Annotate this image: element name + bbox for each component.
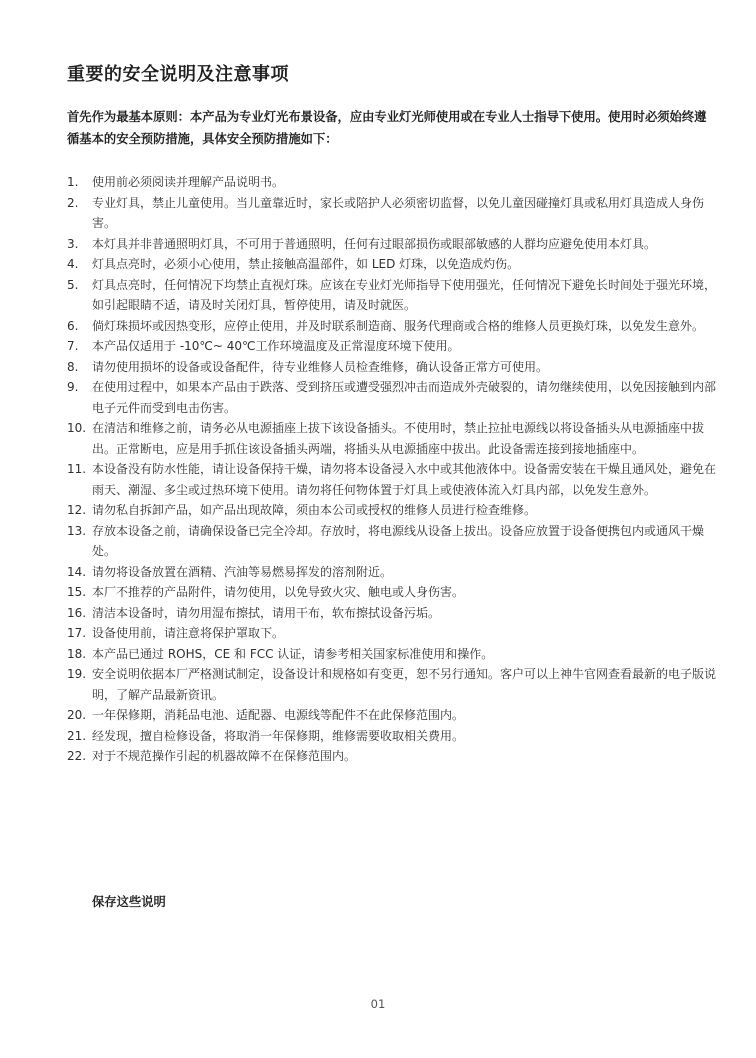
list-item-text: 在使用过程中，如果本产品由于跌落、受到挤压或遭受强烈冲击而造成外壳破裂的，请勿继续使用，以免因接触到内部电子元件而受到电击伤害。 <box>92 380 717 415</box>
list-item-text: 清洁本设备时，请勿用湿布擦拭，请用干布，软布擦拭设备污垢。 <box>92 605 441 620</box>
list-item <box>67 459 717 500</box>
list-item <box>67 254 717 275</box>
list-item-text: 请勿将设备放置在酒精、汽油等易燃易挥发的溶剂附近。 <box>92 564 393 579</box>
list-item-text: 本产品仅适用于 -10℃~ 40℃工作环境温度及正常湿度环境下使用。 <box>92 339 460 353</box>
list-item-text: 使用前必须阅读并理解产品说明书。 <box>92 175 285 189</box>
list-item-text: 倘灯珠损坏或因热变形，应停止使用，并及时联系制造商、服务代理商或合格的维修人员更换灯珠，以免发生意外。 <box>92 318 705 333</box>
page-number: 01 <box>370 997 386 1011</box>
list-item-text: 对于不规范操作引起的机器故障不在保修范围内。 <box>92 749 357 763</box>
list-item-text: 灯具点亮时，必须小心使用，禁止接触高温部件，如 LED 灯珠，以免造成灼伤。 <box>92 257 520 271</box>
list-item <box>67 336 717 357</box>
list-item-number: 12. <box>67 503 87 517</box>
list-item-number: 21. <box>67 728 87 743</box>
list-item-text: 专业灯具，禁止儿童使用。当儿童靠近时，家长或陪护人必须密切监督，以免儿童因碰撞灯具或私用灯具造成人身伤害。 <box>92 195 705 230</box>
page-title: 重要的安全说明及注意事项 <box>67 64 289 85</box>
list-item-text: 设备使用前，请注意将保护罩取下。 <box>92 626 285 640</box>
safety-instructions-list <box>67 172 717 767</box>
list-item-text: 本设备没有防水性能，请让设备保持干燥，请勿将本设备浸入水中或其他液体中。设备需安装在干燥且通风处，避免在雨天、潮湿、多尘或过热环境下使用。请勿将任何物体置于灯具上或使液体流入灯具内部，以免发生意外。 <box>92 462 717 497</box>
list-item <box>67 377 717 418</box>
list-item-number: 17. <box>67 626 87 640</box>
list-item-text: 本厂不推荐的产品附件，请勿使用，以免导致火灾、触电或人身伤害。 <box>92 585 465 599</box>
list-item <box>67 275 717 316</box>
list-item <box>67 603 717 624</box>
list-item <box>67 521 717 562</box>
list-item-text: 灯具点亮时，任何情况下均禁止直视灯珠。应该在专业灯光师指导下使用强光，任何情况下避免长时间处于强光环境，如引起眼睛不适，请及时关闭灯具，暂停使用，请及时就医。 <box>92 277 717 312</box>
list-item-number: 20. <box>67 708 87 722</box>
list-item <box>67 172 717 193</box>
list-item <box>67 234 717 255</box>
list-item <box>67 644 717 665</box>
list-item-text: 安全说明依据本厂严格测试制定，设备设计和规格如有变更，恕不另行通知。客户可以上神牛官网查看最新的电子版说明，了解产品最新资讯。 <box>92 667 717 702</box>
list-item-number: 3. <box>67 236 79 251</box>
list-item-number: 11. <box>67 462 87 476</box>
list-item-number: 19. <box>67 667 87 681</box>
list-item <box>67 705 717 726</box>
list-item-text: 本产品已通过 ROHS，CE 和 FCC 认证，请参考相关国家标准使用和操作。 <box>92 646 494 661</box>
list-item-number: 16. <box>67 605 87 620</box>
list-item-number: 9. <box>67 380 79 394</box>
list-item-text: 在清洁和维修之前，请务必从电源插座上拔下该设备插头。不使用时，禁止拉扯电源线以将设备插头从电源插座中拔出。正常断电，应是用手抓住该设备插头两端，将插头从电源插座中拔出。此设备需连接到接地插座中。 <box>92 421 705 456</box>
list-item-number: 14. <box>67 564 87 579</box>
list-item-number: 5. <box>67 277 79 292</box>
list-item <box>67 562 717 583</box>
list-item-number: 7. <box>67 339 79 353</box>
list-item <box>67 582 717 603</box>
list-item-number: 6. <box>67 318 79 333</box>
list-item <box>67 623 717 644</box>
list-item-number: 10. <box>67 421 87 435</box>
keep-instructions-notice: 保存这些说明 <box>92 895 166 909</box>
list-item <box>67 357 717 378</box>
list-item-number: 4. <box>67 257 79 271</box>
list-item <box>67 418 717 459</box>
list-item-text: 请勿使用损坏的设备或设备配件，待专业维修人员检查维修，确认设备正常方可使用。 <box>92 359 549 374</box>
intro-paragraph: 首先作为最基本原则：本产品为专业灯光布景设备，应由专业灯光师使用或在专业人士指导下使用。使用时必须始终遵循基本的安全预防措施，具体安全预防措施如下： <box>67 110 707 146</box>
list-item-text: 本灯具并非普通照明灯具，不可用于普通照明，任何有过眼部损伤或眼部敏感的人群均应避免使用本灯具。 <box>92 236 657 251</box>
list-item-number: 18. <box>67 646 87 661</box>
list-item-number: 15. <box>67 585 87 599</box>
list-item <box>67 746 717 767</box>
list-item-text: 一年保修期，消耗品电池、适配器、电源线等配件不在此保修范围内。 <box>92 708 465 722</box>
list-item <box>67 664 717 705</box>
list-item-number: 22. <box>67 749 87 763</box>
list-item-text: 存放本设备之前，请确保设备已完全冷却。存放时，将电源线从设备上拔出。设备应放置于设备便携包内或通风干燥处。 <box>92 523 705 558</box>
list-item <box>67 500 717 521</box>
list-item-number: 1. <box>67 175 79 189</box>
list-item-text: 请勿私自拆卸产品，如产品出现故障，须由本公司或授权的维修人员进行检查维修。 <box>92 503 537 517</box>
list-item-number: 8. <box>67 359 79 374</box>
list-item <box>67 316 717 337</box>
list-item <box>67 193 717 234</box>
list-item-number: 2. <box>67 195 79 210</box>
list-item <box>67 726 717 747</box>
list-item-text: 经发现，擅自检修设备，将取消一年保修期，维修需要收取相关费用。 <box>92 728 465 743</box>
list-item-number: 13. <box>67 523 87 538</box>
